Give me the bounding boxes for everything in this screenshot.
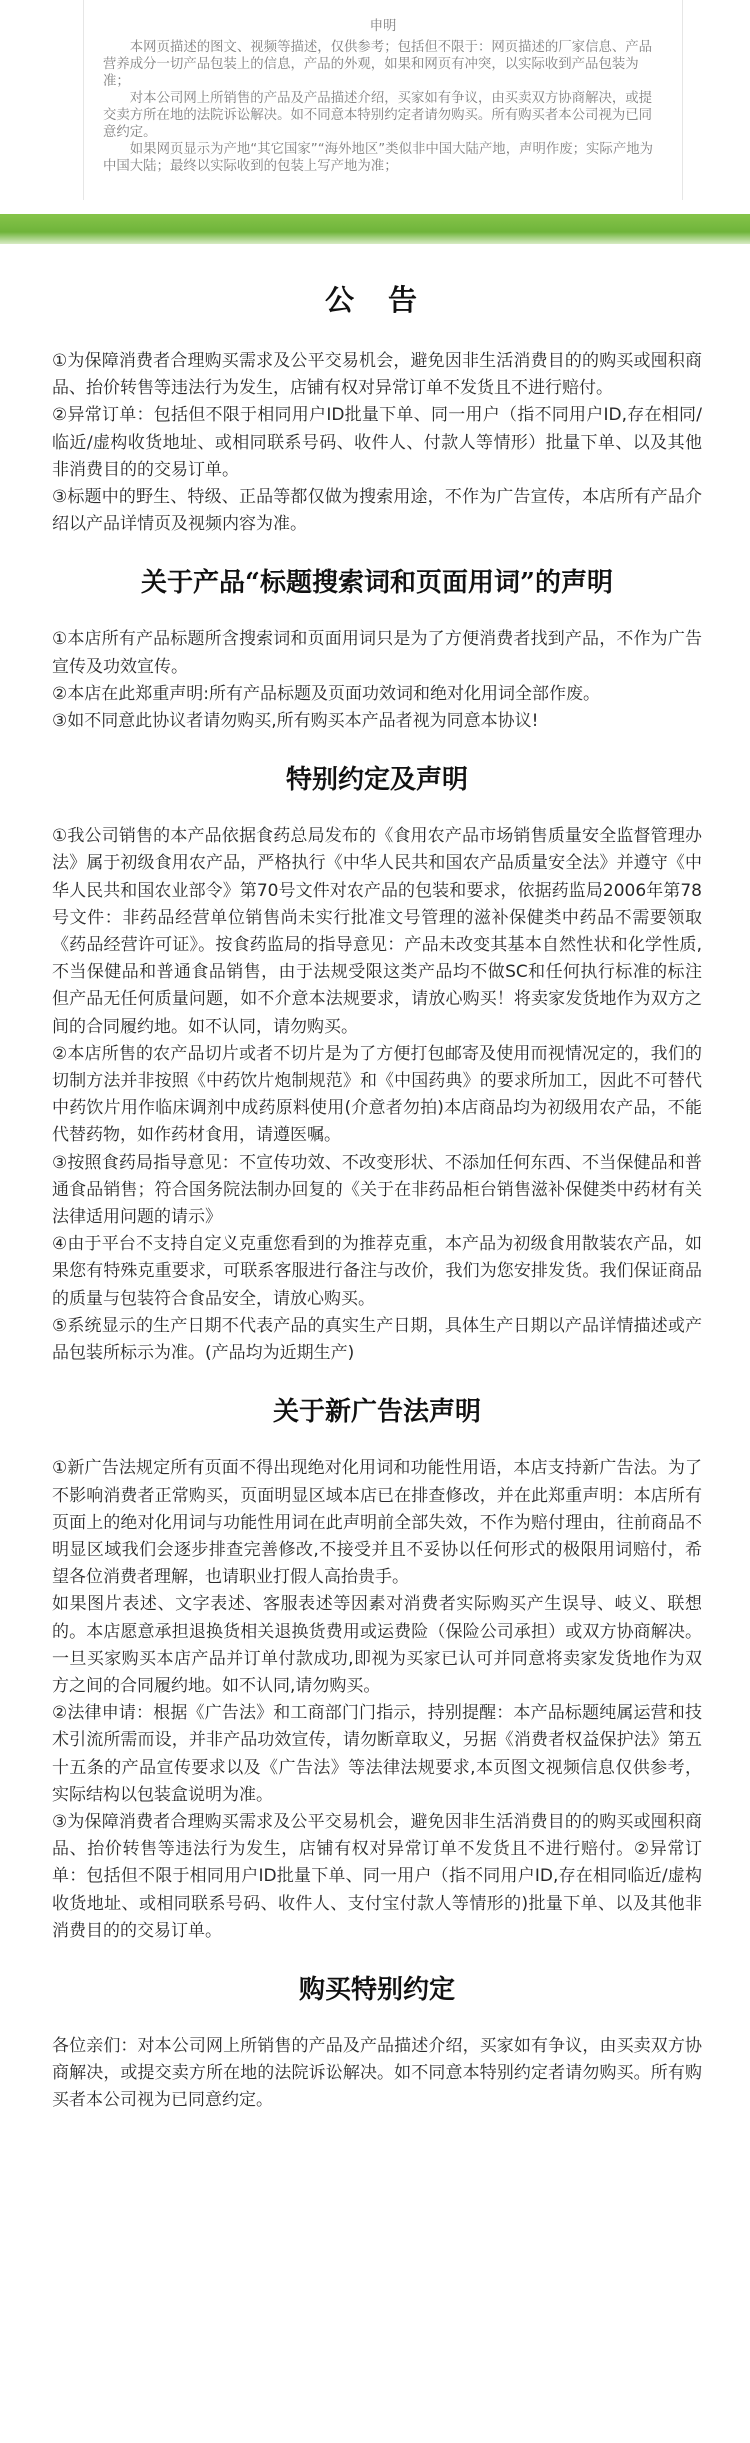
special-agreement-section — [52, 735, 702, 1367]
green-divider-bar — [0, 214, 750, 244]
section-title: 购买特别约定 — [298, 1974, 455, 2005]
section-paragraph: ⑤系统显示的生产日期不代表产品的真实生产日期，具体生产日期以产品详情描述或产品包装所标示为准。(产品均为近期生产) — [52, 1315, 702, 1364]
section-paragraph: ②本店在此郑重声明:所有产品标题及页面功效词和绝对化用词全部作废。 — [52, 683, 600, 704]
section-paragraph: ③为保障消费者合理购买需求及公平交易机会，避免因非生活消费目的的购买或囤积商品、抬价转售等违法行为发生，店铺有权对异常订单不发货且不进行赔付。②异常订单：包括但不限于相同用户ID批量下单、同一用户（指不同用户ID,存在相同临近/虚构收货地址、或相同联系号码、收件人、支付宝付款人等情形的)批量下单、以及其他非消费目的的交易订单。 — [52, 1811, 702, 1941]
main-content — [52, 244, 702, 2115]
section-paragraph: ②法律申请：根据《广告法》和工商部门门指示，持别提醒：本产品标题纯属运营和技术引流所需而设，并非产品功效宣传，请勿断章取义，另据《消费者权益保护法》第五十五条的产品宣传要求以及《广告法》等法律法规要求,本页图文视频信息仅供参考，实际结构以包装盒说明为准。 — [52, 1703, 702, 1805]
section-paragraph: ③标题中的野生、特级、正品等都仅做为搜索用途，不作为广告宣传，本店所有产品介绍以产品详情页及视频内容为准。 — [52, 487, 702, 535]
section-paragraph: 如果图片表述、文字表述、客服表述等因素对消费者实际购买产生误导、岐义、联想的。本店愿意承担退换货相关退换货费用或运费险（保险公司承担）或双方协商解决。一旦买家购买本店产品并订单付款成功,即视为买家已认可并同意将卖家发货地作为双方之间的合同履约地。如不认同,请勿购买。 — [52, 1594, 702, 1696]
section-title: 特别约定及声明 — [285, 765, 468, 796]
section-paragraph: ④由于平台不支持自定义克重您看到的为推荐克重，本产品为初级食用散装农产品，如果您有特殊克重要求，可联系客服进行备注与改价，我们为您安排发货。我们保证商品的质量与包装符合食品安全，请放心购买。 — [52, 1234, 702, 1309]
notice-title: 申明 — [369, 19, 397, 34]
section-paragraph: ②本店所售的农产品切片或者不切片是为了方便打包邮寄及使用而视情况定的，我们的切制方法并非按照《中药饮片炮制规范》和《中国药典》的要求所加工，因此不可替代中药饮片用作临床调剂中成药原料使用(介意者勿拍)本店商品均为初级用农产品，不能代替药物，如作药材食用，请遵医嘱。 — [52, 1043, 702, 1146]
section-paragraph: ③按照食药局指导意见：不宣传功效、不改变形状、不添加任何东西、不当保健品和普通食品销售；符合国务院法制办回复的《关于在非药品柜台销售滋补保健类中药材有关法律适用问题的请示》 — [52, 1152, 702, 1228]
section-paragraph: ①我公司销售的本产品依据食药总局发布的《食用农产品市场销售质量安全监督管理办法》属于初级食用农产品，严格执行《中华人民共和国农产品质量安全法》并遵守《中华人民共和国农业部令》第70号文件对农产品的包装和要求，依据药监局2006年第78号文件：非药品经营单位销售尚未实行批准文号管理的滋补保健类中药品不需要领取《药品经营许可证》。按食药监局的指导意见：产品未改变其基本自然性状和化学性质,不当保健品和普通食品销售，由于法规受限这类产品均不做SC和任何执行标准的标注但产品无任何质量问题，如不介意本法规要求，请放心购买！将卖家发货地作为双方之间的合同履约地。如不认同，请勿购买。 — [52, 826, 702, 1037]
section-title: 关于产品“标题搜索词和页面用词”的声明 — [141, 568, 613, 599]
notice-paragraph: 本网页描述的图文、视频等描述，仅供参考；包括但不限于：网页描述的厂家信息、产品营养成分一切产品包装上的信息，产品的外观，如果和网页有冲突，以实际收到产品包装为准； — [103, 40, 653, 89]
section-paragraph: 各位亲们：对本公司网上所销售的产品及产品描述介绍，买家如有争议，由买卖双方协商解决，或提交卖方所在地的法院诉讼解决。如不同意本特别约定者请勿购买。所有购买者本公司视为已同意约定。 — [52, 2035, 702, 2111]
purchase-agreement-section — [52, 1945, 702, 2115]
section-paragraph: ②异常订单：包括但不限于相同用户ID批量下单、同一用户（指不同用户ID,存在相同/临近/虚构收货地址、或相同联系号码、收件人、付款人等情形）批量下单、以及其他非消费目的的交易订单。 — [52, 405, 702, 480]
notice-paragraph: 如果网页显示为产地“其它国家”“海外地区”类似非中国大陆产地，声明作废；实际产地为中国大陆；最终以实际收到的包装上写产地为准； — [103, 142, 653, 174]
section-paragraph: ①新广告法规定所有页面不得出现绝对化用词和功能性用语，本店支持新广告法。为了不影响消费者正常购买，页面明显区域本店已在排查修改，并在此郑重声明：本店所有页面上的绝对化用词与功能性用词在此声明前全部失效，不作为赔付理由，往前商品不明显区域我们会逐步排查完善修改,不接受并且不妥协以任何形式的极限用词赔付，希望各位消费者理解，也请职业打假人高抬贵手。 — [52, 1458, 702, 1588]
section-title: 公 告 — [324, 283, 430, 317]
advertising-law-section — [52, 1367, 702, 1945]
section-title: 关于新广告法声明 — [272, 1397, 481, 1428]
section-paragraph: ③如不同意此协议者请勿购买,所有购买本产品者视为同意本协议! — [52, 711, 539, 732]
announcement-section — [52, 244, 702, 538]
disclaimer-notice — [83, 0, 683, 210]
section-paragraph: ①本店所有产品标题所含搜索词和页面用词只是为了方便消费者找到产品，不作为广告宣传及功效宣传。 — [52, 629, 702, 677]
section-paragraph: ①为保障消费者合理购买需求及公平交易机会，避免因非生活消费目的的购买或囤积商品、抬价转售等违法行为发生，店铺有权对异常订单不发货且不进行赔付。 — [52, 351, 702, 399]
title-terms-statement-section — [52, 538, 702, 735]
notice-left-border — [83, 0, 84, 200]
notice-right-border — [682, 0, 683, 200]
notice-paragraph: 对本公司网上所销售的产品及产品描述介绍，买家如有争议，由买卖双方协商解决，或提交卖方所在地的法院诉讼解决。如不同意本特别约定者请勿购买。所有购买者本公司视为已同意约定。 — [103, 91, 653, 140]
